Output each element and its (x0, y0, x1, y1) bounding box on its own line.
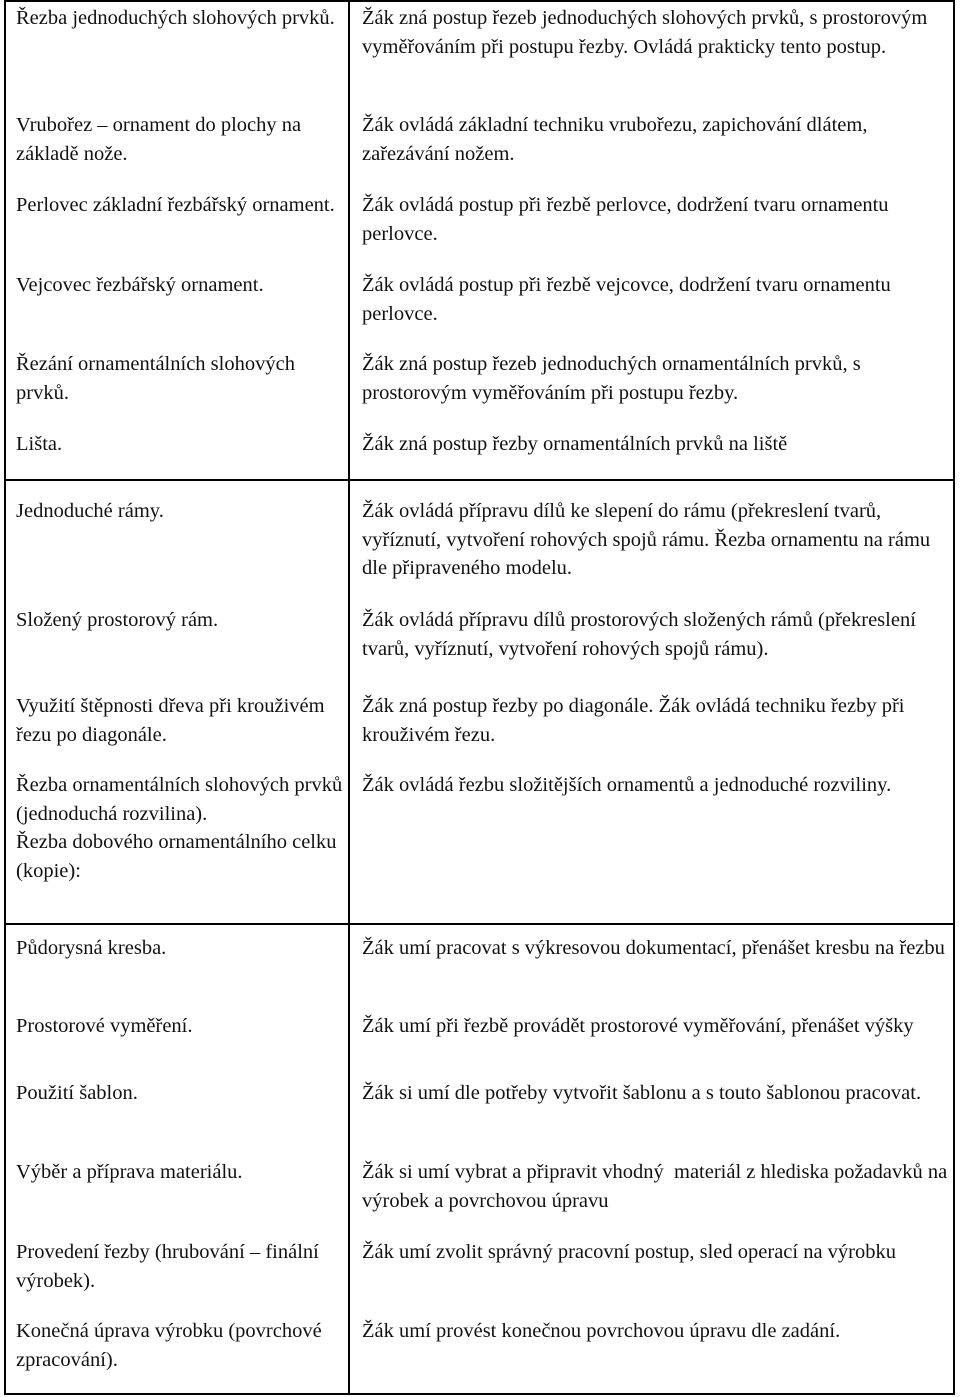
topic-cell: Výběr a příprava materiálu. (16, 1161, 243, 1183)
outcome-cell: Žák si umí dle potřeby vytvořit šablonu a s touto šablonou pracovat. (362, 1082, 922, 1104)
outcome-cell: Žák si umí vybrat a připravit vhodný materiál z hlediska požadavků na výrobek a povrchovou úpravu (362, 1161, 953, 1212)
table-border-bottom (4, 1393, 955, 1395)
topic-cell: Prostorové vyměření. (16, 1015, 193, 1037)
outcome-cell: Žák zná postup řezeb jednoduchých ornamentálních prvků, s prostorovým vyměřováním při postupu řezby. (362, 353, 866, 404)
topic-cell: Použití šablon. (16, 1082, 138, 1104)
topic-cell: Perlovec základní řezbářský ornament. (16, 194, 335, 216)
topic-cell: Využití štěpnosti dřeva při krouživém řezu po diagonále. (16, 695, 330, 746)
topic-cell: Provedení řezby (hrubování – finální výrobek). (16, 1241, 324, 1292)
outcome-cell: Žák ovládá přípravu dílů ke slepení do rámu (překreslení tvarů, vyříznutí, vytvoření rohových spojů rámu. Řezba ornamentu na rámu dle připraveného modelu. (362, 500, 936, 579)
topic-cell: Řezba ornamentálních slohových prvků (jednoduchá rozvilina). Řezba dobového ornamentálního celku (kopie): (16, 774, 343, 882)
table-border-top (4, 0, 955, 2)
topic-cell: Vejcovec řezbářský ornament. (16, 274, 264, 296)
topic-cell: Jednoduché rámy. (16, 500, 164, 522)
outcome-cell: Žák umí při řezbě provádět prostorové vyměřování, přenášet výšky (362, 1015, 914, 1037)
outcome-cell: Žák umí zvolit správný pracovní postup, sled operací na výrobku (362, 1241, 897, 1263)
topic-cell: Vrubořez – ornament do plochy na základě nože. (16, 114, 307, 165)
outcome-cell: Žák umí provést konečnou povrchovou úpravu dle zadání. (362, 1320, 841, 1342)
topic-cell: Řezba jednoduchých slohových prvků. (16, 7, 335, 29)
topic-cell: Konečná úprava výrobku (povrchové zpracování). (16, 1320, 327, 1371)
outcome-cell: Žák umí pracovat s výkresovou dokumentací, přenášet kresbu na řezbu (362, 937, 945, 959)
topic-cell: Složený prostorový rám. (16, 609, 219, 631)
outcome-cell: Žák zná postup řezeb jednoduchých slohových prvků, s prostorovým vyměřováním při postupu řezby. Ovládá prakticky tento postup. (362, 7, 933, 58)
row-divider (4, 923, 955, 925)
table-border-left (4, 0, 6, 1395)
topic-cell: Lišta. (16, 433, 63, 455)
column-divider (348, 0, 350, 1395)
topic-cell: Řezání ornamentálních slohových prvků. (16, 353, 301, 404)
outcome-cell: Žák zná postup řezby po diagonále. Žák ovládá techniku řezby při krouživém řezu. (362, 695, 910, 746)
row-divider (4, 479, 955, 481)
topic-cell: Půdorysná kresba. (16, 937, 167, 959)
outcome-cell: Žák zná postup řezby ornamentálních prvků na liště (362, 433, 788, 455)
outcome-cell: Žák ovládá postup při řezbě perlovce, dodržení tvaru ornamentu perlovce. (362, 194, 894, 245)
outcome-cell: Žák ovládá přípravu dílů prostorových složených rámů (překreslení tvarů, vyříznutí, vytvoření rohových spojů rámu). (362, 609, 922, 660)
outcome-cell: Žák ovládá řezbu složitějších ornamentů a jednoduché rozviliny. (362, 774, 892, 796)
outcome-cell: Žák ovládá postup při řezbě vejcovce, dodržení tvaru ornamentu perlovce. (362, 274, 896, 325)
outcome-cell: Žák ovládá základní techniku vrubořezu, zapichování dlátem, zařezávání nožem. (362, 114, 873, 165)
